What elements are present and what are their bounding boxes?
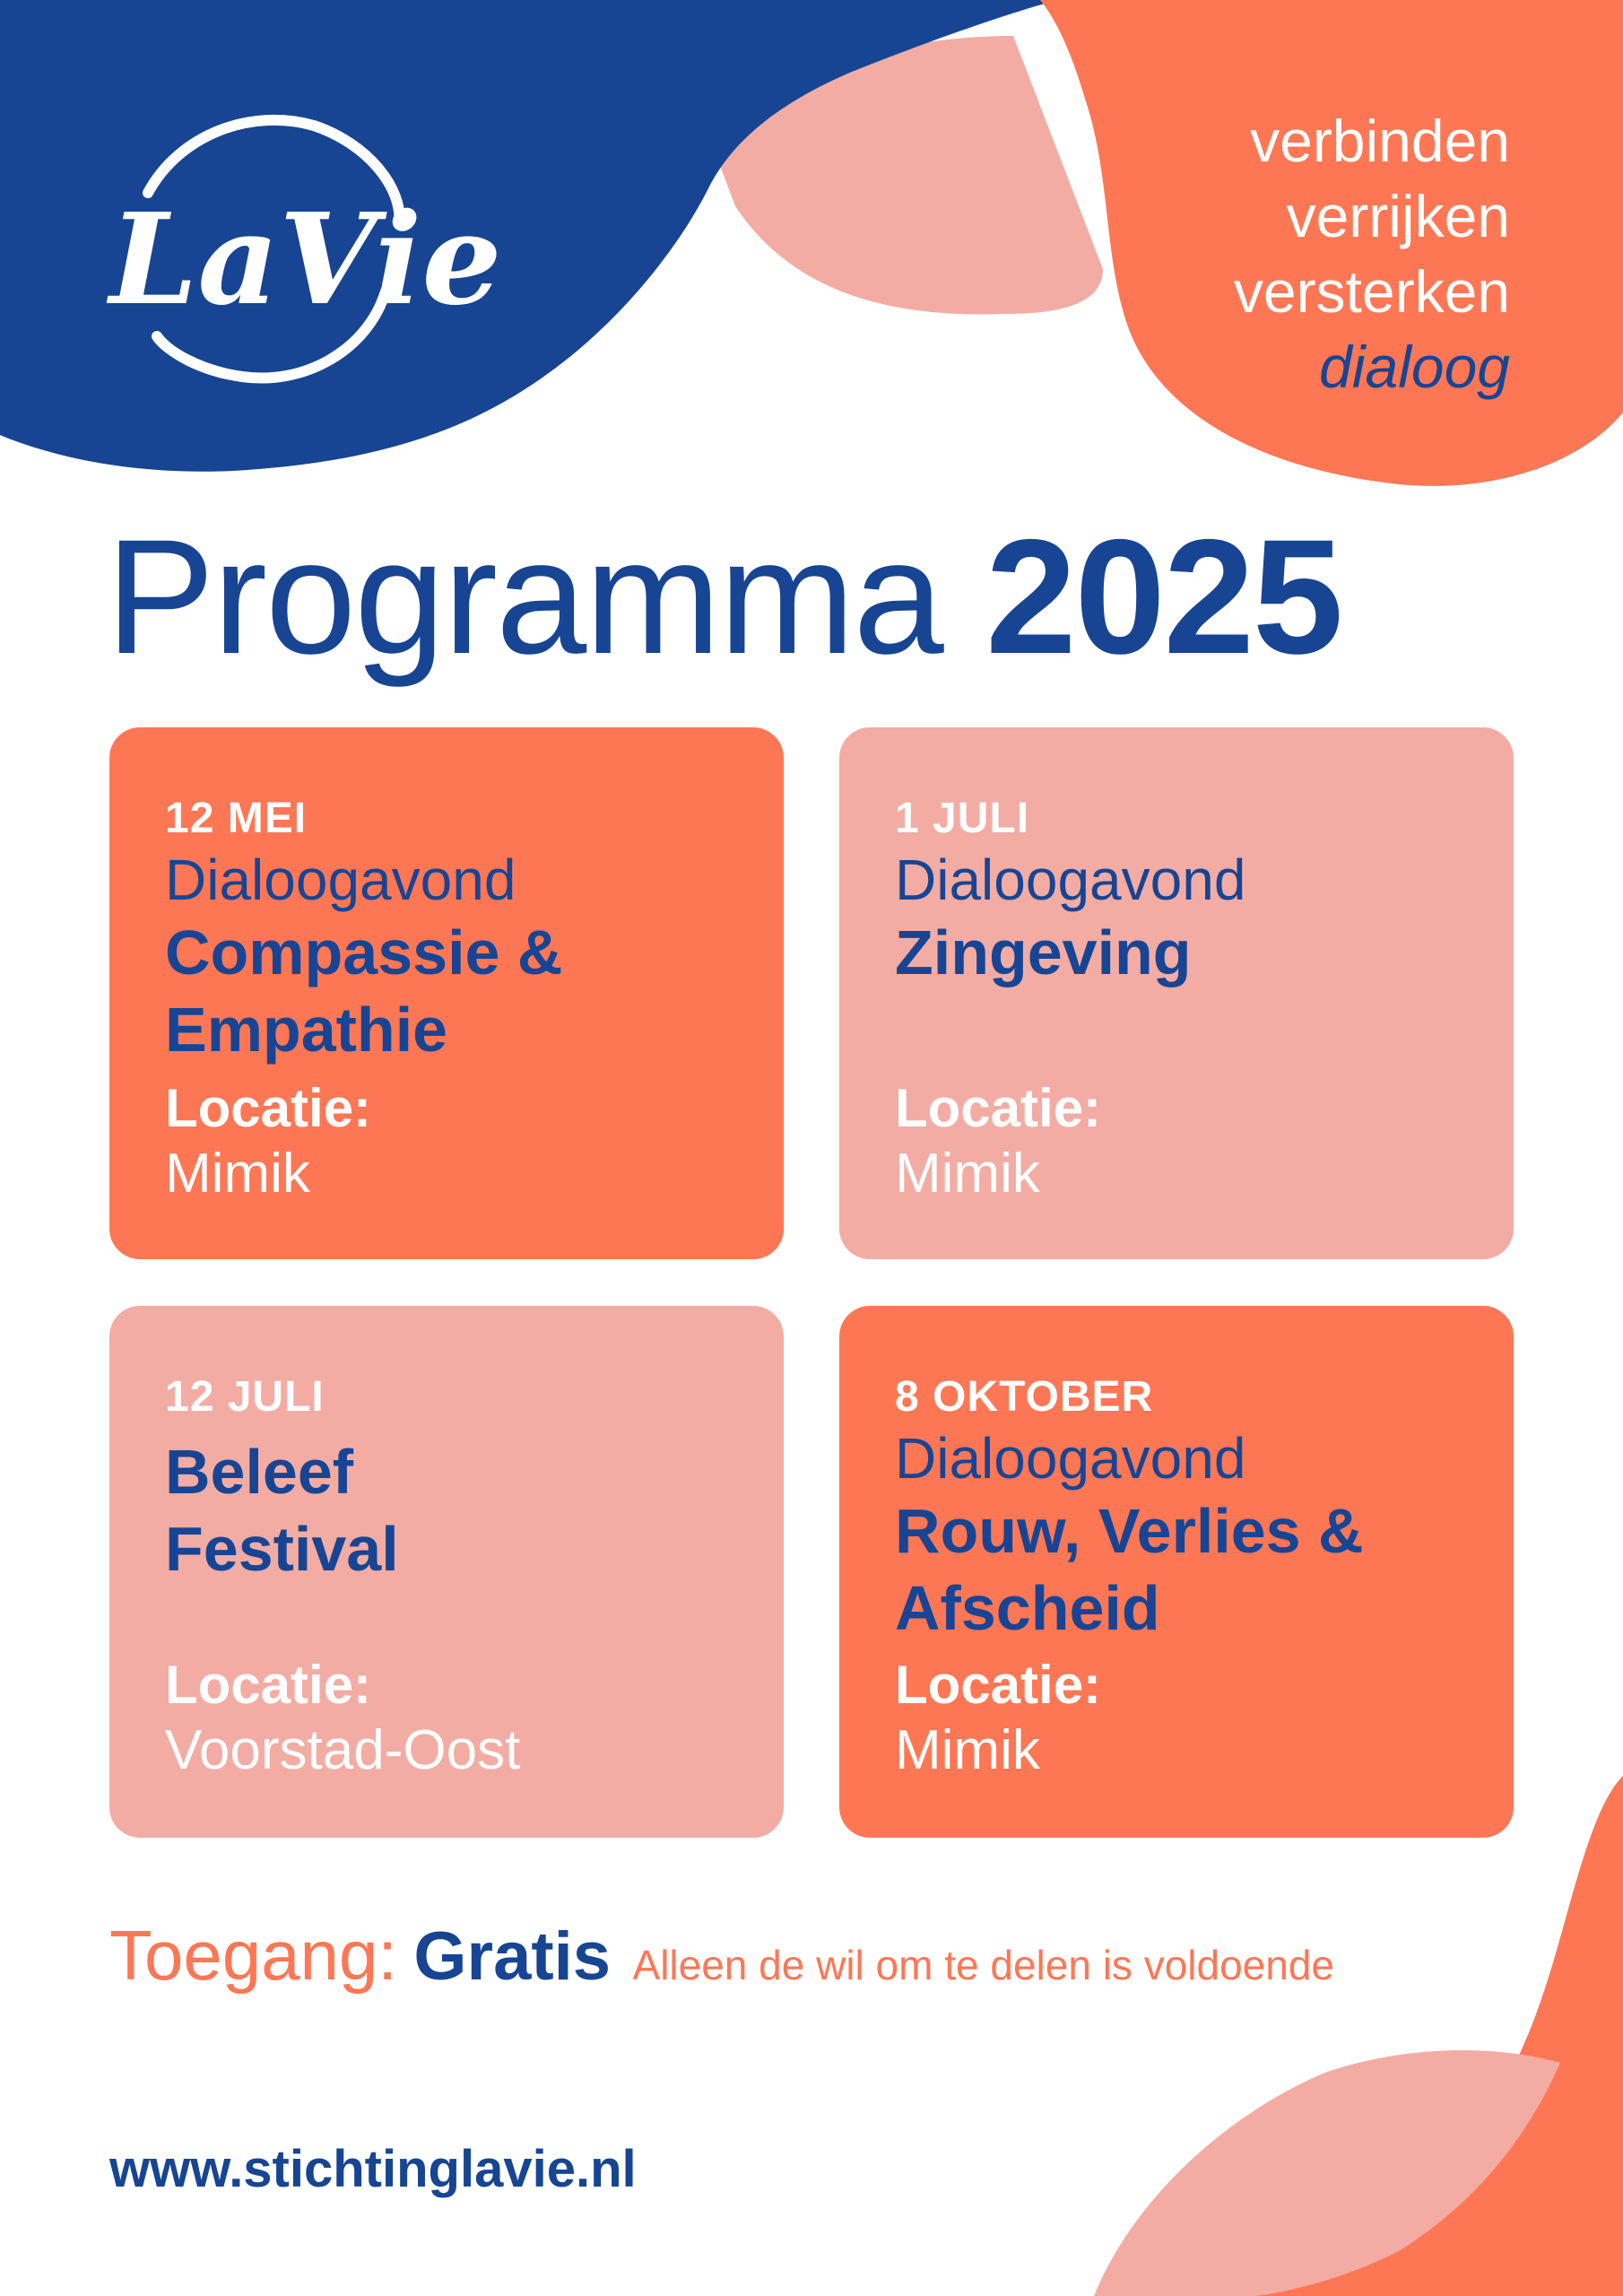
event-location-label: Locatie: (895, 1078, 1102, 1138)
event-date: 12 MEI (165, 795, 308, 842)
access-info (109, 1915, 1334, 1996)
event-kind: Dialoogavond (165, 848, 516, 912)
event-date: 12 JULI (165, 1373, 325, 1421)
event-kind: Dialoogavond (895, 1426, 1246, 1491)
logo-wordmark: LaVie (109, 187, 502, 334)
lavie-logo (99, 99, 502, 395)
event-name-line: Beleef (165, 1437, 354, 1507)
event-date: 8 OKTOBER (895, 1373, 1154, 1421)
event-kind: Dialoogavond (895, 848, 1246, 912)
tagline-line-2: verrijken (1286, 183, 1510, 249)
access-value: Gratis (413, 1918, 612, 1995)
event-name-line: Afscheid (895, 1573, 1160, 1643)
page-title (106, 507, 1341, 686)
event-name-line: Compassie & (165, 918, 563, 987)
access-note: Alleen de wil om te delen is voldoende (632, 1942, 1335, 1988)
access-label: Toegang: (109, 1916, 397, 1995)
event-card-1 (109, 727, 784, 1259)
event-card-3 (109, 1306, 784, 1838)
title-year: 2025 (985, 505, 1342, 688)
event-location: Voorstad-Oost (165, 1719, 521, 1781)
event-name-line: Zingeving (895, 918, 1192, 987)
event-card-4 (839, 1306, 1514, 1838)
title-text: Programma (106, 505, 942, 688)
event-name-line: Rouw, Verlies & (895, 1496, 1364, 1566)
website-link[interactable]: www.stichtinglavie.nl (109, 2140, 637, 2198)
event-card-2 (839, 727, 1514, 1259)
event-location: Mimik (165, 1143, 310, 1205)
event-location-label: Locatie: (165, 1078, 372, 1138)
tagline-emphasis: dialoog (1319, 334, 1510, 400)
tagline-line-3: versterken (1233, 258, 1510, 325)
event-location: Mimik (895, 1719, 1040, 1781)
event-date: 1 JULI (895, 795, 1030, 842)
event-location-label: Locatie: (165, 1655, 372, 1715)
event-location: Mimik (895, 1143, 1040, 1205)
event-name-line: Festival (165, 1514, 399, 1584)
tagline (1234, 103, 1510, 404)
tagline-line-1: verbinden (1250, 108, 1510, 174)
event-name-line: Empathie (165, 995, 448, 1065)
event-location-label: Locatie: (895, 1655, 1102, 1715)
